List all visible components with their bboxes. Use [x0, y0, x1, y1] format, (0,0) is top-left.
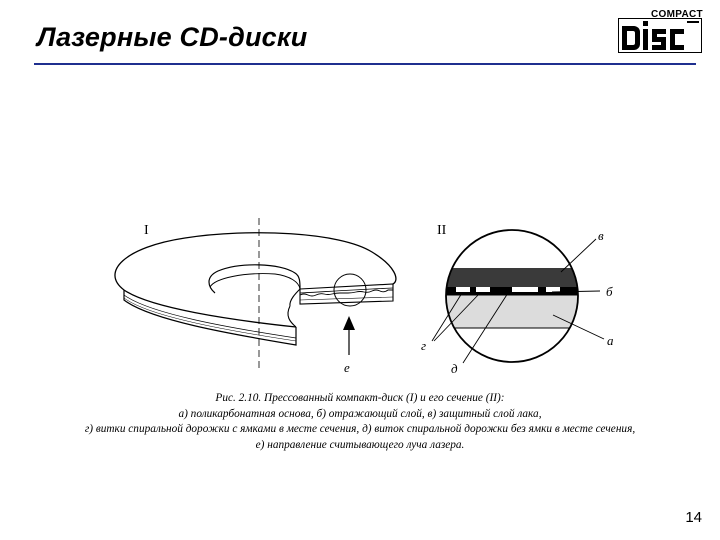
letter-a: а: [607, 333, 614, 348]
letter-b: б: [606, 284, 613, 299]
caption-line: е) направление считывающего луча лазера.: [255, 438, 465, 451]
letter-g: г: [421, 338, 427, 353]
section-drawing: [432, 228, 604, 368]
letter-v: в: [598, 228, 604, 243]
page-number: 14: [685, 509, 702, 526]
letter-d: д: [451, 361, 458, 376]
letter-e: е: [344, 360, 350, 375]
caption-line: г) витки спиральной дорожки с ямками в месте сечения, д) виток спиральной дорожки без ямки в месте сечения,: [84, 423, 636, 435]
figure-caption: [0, 391, 720, 453]
slide-title: Лазерные CD-диски: [37, 22, 308, 52]
disc-drawing: [115, 218, 396, 372]
label-section-1: I: [144, 223, 149, 238]
logo-compact-text: COMPACT: [651, 9, 703, 20]
caption-line: Рис. 2.10. Прессованный компакт-диск (I) и его сечение (II):: [215, 392, 505, 404]
label-section-2: II: [437, 223, 447, 238]
caption-line: а) поликарбонатная основа, б) отражающий слой, в) защитный слой лака,: [178, 407, 542, 420]
